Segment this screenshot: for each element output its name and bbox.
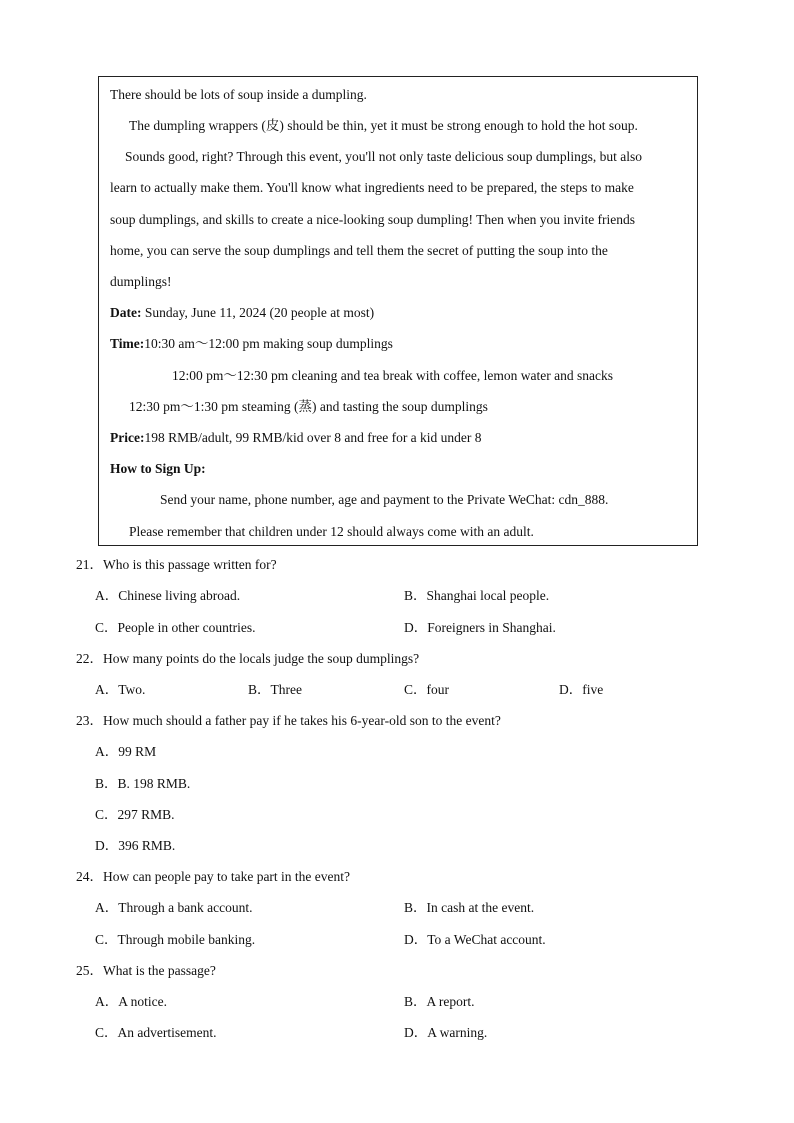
time-label: Time: (110, 336, 145, 351)
price-line (110, 429, 482, 447)
time-line-3: 12:30 pm～1:30 pm steaming (蒸) and tasting the soup dumplings (129, 399, 488, 414)
remember-line: Please remember that children under 12 should always come with an adult. (129, 524, 534, 539)
question-25: 25．What is the passage? (76, 963, 216, 978)
option-25-d[interactable]: D．A warning. (404, 1025, 488, 1040)
option-22-a[interactable]: A．Two. (95, 682, 146, 697)
option-22-b[interactable]: B．Three (248, 682, 302, 697)
option-24-d[interactable]: D．To a WeChat account. (404, 932, 546, 947)
passage-line: soup dumplings, and skills to create a nice-looking soup dumpling! Then when you invite friends (110, 212, 636, 227)
option-21-a[interactable]: A．Chinese living abroad. (95, 588, 241, 603)
option-24-c[interactable]: C．Through mobile banking. (95, 932, 256, 947)
price-label: Price: (110, 430, 145, 445)
signup-heading: How to Sign Up: (110, 461, 206, 476)
option-21-d[interactable]: D．Foreigners in Shanghai. (404, 620, 556, 635)
option-23-a[interactable]: A．99 RM (95, 744, 157, 759)
passage-line: Sounds good, right? Through this event, you'll not only taste delicious soup dumplings, but also (125, 149, 643, 164)
passage-line: There should be lots of soup inside a dumpling. (110, 87, 367, 102)
date-line (110, 304, 374, 322)
option-21-c[interactable]: C．People in other countries. (95, 620, 256, 635)
question-23: 23．How much should a father pay if he takes his 6-year-old son to the event? (76, 713, 501, 728)
option-23-b[interactable]: B．B. 198 RMB. (95, 776, 191, 791)
date-value: Sunday, June 11, 2024 (20 people at most) (141, 305, 375, 320)
passage-line: home, you can serve the soup dumplings and tell them the secret of putting the soup into the (110, 243, 608, 258)
question-21: 21．Who is this passage written for? (76, 557, 277, 572)
option-25-c[interactable]: C．An advertisement. (95, 1025, 217, 1040)
passage-line: The dumpling wrappers (皮) should be thin, yet it must be strong enough to hold the hot soup. (129, 118, 638, 133)
time-value: 10:30 am～12:00 pm making soup dumplings (144, 336, 393, 351)
signup-line: Send your name, phone number, age and payment to the Private WeChat: cdn_888. (160, 492, 609, 507)
option-25-b[interactable]: B．A report. (404, 994, 475, 1009)
option-21-b[interactable]: B．Shanghai local people. (404, 588, 550, 603)
time-line (110, 335, 393, 353)
option-24-a[interactable]: A．Through a bank account. (95, 900, 253, 915)
price-value: 198 RMB/adult, 99 RMB/kid over 8 and free for a kid under 8 (144, 430, 482, 445)
option-25-a[interactable]: A．A notice. (95, 994, 167, 1009)
option-24-b[interactable]: B．In cash at the event. (404, 900, 535, 915)
date-label: Date: (110, 305, 142, 320)
option-23-c[interactable]: C．297 RMB. (95, 807, 175, 822)
option-22-d[interactable]: D．five (559, 682, 604, 697)
passage-line: learn to actually make them. You'll know what ingredients need to be prepared, the steps to make (110, 180, 634, 195)
question-22: 22．How many points do the locals judge the soup dumplings? (76, 651, 420, 666)
option-23-d[interactable]: D．396 RMB. (95, 838, 176, 853)
time-line-2: 12:00 pm～12:30 pm cleaning and tea break with coffee, lemon water and snacks (172, 368, 613, 383)
option-22-c[interactable]: C．four (404, 682, 449, 697)
passage-line: dumplings! (110, 274, 172, 289)
question-24: 24．How can people pay to take part in the event? (76, 869, 351, 884)
